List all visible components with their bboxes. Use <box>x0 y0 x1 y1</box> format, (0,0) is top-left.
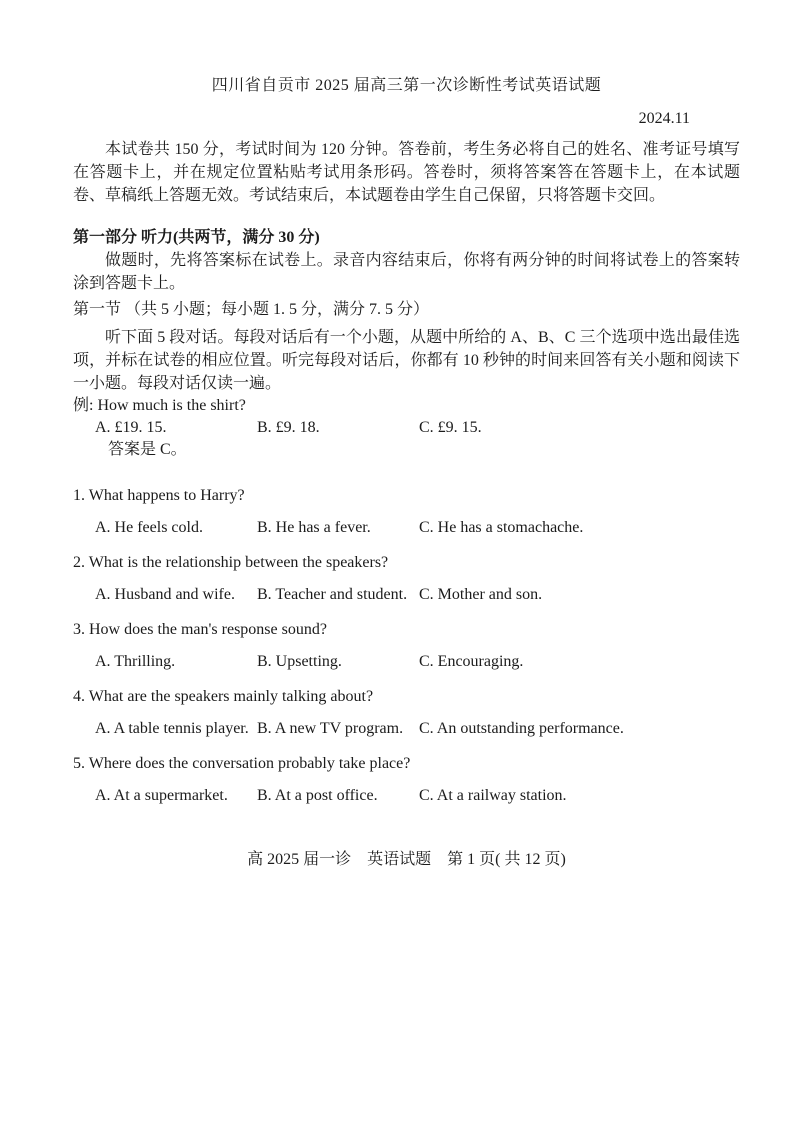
example-answer: 答案是 C。 <box>108 441 187 458</box>
example-block <box>73 395 740 461</box>
question-1-option-a: A. He feels cold. <box>95 519 203 536</box>
example-option-a: A. £19. 15. <box>95 419 167 436</box>
question-3-option-c: C. Encouraging. <box>419 653 524 670</box>
question-3 <box>73 619 740 673</box>
question-3-option-b: B. Upsetting. <box>257 653 342 670</box>
part1-heading: 第一部分 听力(共两节，满分 30 分) <box>73 229 320 246</box>
example-option-c: C. £9. 15. <box>419 419 482 436</box>
question-5-option-a: A. At a supermarket. <box>95 787 228 804</box>
question-3-text: 3. How does the man's response sound? <box>73 621 327 638</box>
exam-intro-paragraph: 本试卷共 150 分，考试时间为 120 分钟。答卷前，考生务必将自己的姓名、准考证号填写在答题卡上，并在规定位置粘贴考试用条形码。答卷时，须将答案答在答题卡上，在本试题卷、草稿纸上答题无效。考试结束后，本试题卷由学生自己保留，只将答题卡交回。 <box>73 141 740 204</box>
page-content <box>0 74 793 871</box>
question-1-option-b: B. He has a fever. <box>257 519 371 536</box>
question-3-options-row <box>73 651 740 673</box>
section1-heading: 第一节 （共 5 小题；每小题 1. 5 分，满分 7. 5 分） <box>73 301 430 318</box>
question-2-text: 2. What is the relationship between the speakers? <box>73 554 389 571</box>
question-1-text: 1. What happens to Harry? <box>73 487 245 504</box>
question-1-option-c: C. He has a stomachache. <box>419 519 584 536</box>
example-options-row <box>73 417 740 439</box>
question-4-option-c: C. An outstanding performance. <box>419 720 624 737</box>
question-5-option-c: C. At a railway station. <box>419 787 567 804</box>
question-5-text: 5. Where does the conversation probably take place? <box>73 755 411 772</box>
question-4-option-a: A. A table tennis player. <box>95 720 249 737</box>
page-footer: 高 2025 届一诊 英语试题 第 1 页( 共 12 页) <box>247 851 566 868</box>
question-1-options-row <box>73 517 740 539</box>
example-question-text: 例: How much is the shirt? <box>73 397 246 414</box>
part1-instructions: 做题时，先将答案标在试卷上。录音内容结束后，你将有两分钟的时间将试卷上的答案转涂到答题卡上。 <box>73 252 740 292</box>
question-2 <box>73 552 740 606</box>
question-5-options-row <box>73 785 740 807</box>
question-4 <box>73 686 740 740</box>
example-option-b: B. £9. 18. <box>257 419 320 436</box>
page-title: 四川省自贡市 2025 届高三第一次诊断性考试英语试题 <box>211 77 602 94</box>
question-2-option-a: A. Husband and wife. <box>95 586 235 603</box>
question-5-option-b: B. At a post office. <box>257 787 378 804</box>
exam-date: 2024.11 <box>638 110 690 127</box>
question-2-option-b: B. Teacher and student. <box>257 586 408 603</box>
question-4-options-row <box>73 718 740 740</box>
question-2-option-c: C. Mother and son. <box>419 586 543 603</box>
question-2-options-row <box>73 584 740 606</box>
question-5 <box>73 753 740 807</box>
question-3-option-a: A. Thrilling. <box>95 653 176 670</box>
section1-instructions: 听下面 5 段对话。每段对话后有一个小题，从题中所给的 A、B、C 三个选项中选出最佳选项，并标在试卷的相应位置。听完每段对话后，你都有 10 秒钟的时间来回答有关小题和阅读下一小题。每段对话仅读一遍。 <box>73 329 740 392</box>
question-1 <box>73 485 740 539</box>
question-4-option-b: B. A new TV program. <box>257 720 404 737</box>
question-4-text: 4. What are the speakers mainly talking about? <box>73 688 374 705</box>
